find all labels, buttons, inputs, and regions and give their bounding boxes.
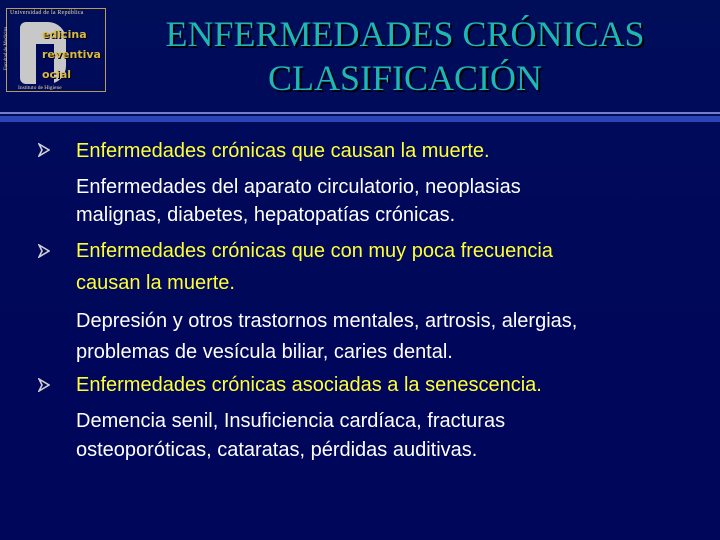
title-line-1: ENFERMEDADES CRÓNICAS xyxy=(165,14,645,54)
logo-side-text: Facultad de Medicina xyxy=(4,26,9,70)
item-2-heading-line-2: causan la muerte. xyxy=(76,272,235,294)
title-divider-thin xyxy=(0,112,720,114)
item-2-heading-line-1: Enfermedades crónicas que con muy poca frecuencia xyxy=(76,240,553,262)
logo-word-medicina: edicina xyxy=(42,28,87,41)
arrow-bullet-icon xyxy=(38,378,52,392)
item-2-detail-line-2: problemas de vesícula biliar, caries dental. xyxy=(76,341,453,363)
arrow-bullet-icon xyxy=(38,143,52,157)
item-3-detail-line-1: Demencia senil, Insuficiencia cardíaca, fracturas xyxy=(76,410,506,432)
item-3-detail-line-2: osteoporóticas, cataratas, pérdidas auditivas. xyxy=(76,439,478,461)
logo-word-social: ocial xyxy=(42,68,72,81)
institution-logo xyxy=(6,8,108,94)
item-3-heading-line-1: Enfermedades crónicas asociadas a la senescencia. xyxy=(76,374,542,396)
item-1-detail-line-1: Enfermedades del aparato circulatorio, neoplasias xyxy=(76,176,521,198)
logo-top-text: Universidad de la República xyxy=(10,10,84,16)
arrow-bullet-icon xyxy=(38,244,52,258)
item-1-detail-line-2: malignas, diabetes, hepatopatías crónicas. xyxy=(76,204,456,226)
title-divider-thick xyxy=(0,116,720,122)
slide-title xyxy=(110,12,700,100)
item-1-heading-line-1: Enfermedades crónicas que causan la muerte. xyxy=(76,140,490,162)
logo-bottom-text: Instituto de Higiene xyxy=(18,85,62,91)
title-line-2: CLASIFICACIÓN xyxy=(267,58,543,98)
item-2-detail-line-1: Depresión y otros trastornos mentales, artrosis, alergias, xyxy=(76,310,578,332)
logo-word-preventiva: reventiva xyxy=(42,48,101,61)
